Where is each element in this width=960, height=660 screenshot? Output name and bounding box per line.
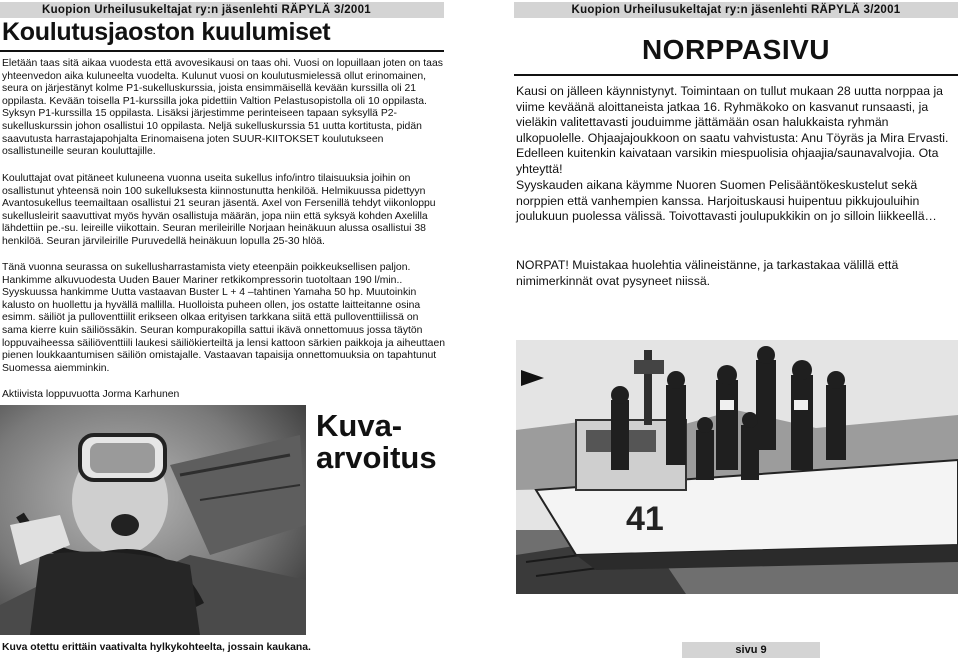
norppa-paragraph-2: Syyskauden aikana käymme Nuoren Suomen Pelisääntökeskustelut sekä norppien että vanhempien kanssa. Harjoituskausi huipentuu pikkujouluihin joulukuun puolessa välissä. Toivottavasti joulupukkikin on jo silloin liikkeellä… bbox=[516, 178, 937, 224]
svg-text:41: 41 bbox=[626, 500, 664, 538]
article-title: Koulutusjaoston kuulumiset bbox=[2, 18, 331, 46]
page-number-box: sivu 9 bbox=[682, 642, 820, 658]
article-paragraph-3: Tänä vuonna seurassa on sukellusharrastamista viety eteenpäin poikkeuksellisen paljon. Hankimme alkuvuodesta Uuden Bauer Mariner retkikompressorin tuotoltaan 190 l/min.. Syyskuussa hankimme Uutta vastaavan Buster L + 4 –tahtinen Yamaha 50 hp. Muutoinkin kalusto on huollettu ja hyvällä mallilla. Huolloista puheen ollen, jos ostatte laitteitanne osina esimm. säiliöt ja pulloventtiilit erikseen olkaa erityisen tarkkana siitä että pulloventtiilissä on sama kierre kuin säiliössäkin. Seuran kompurakopilla sattui ikävä onnettomuus jossa täytön loppuvaiheessa säiliöventtiili laukesi säiliökierteiltä ja lensi kattoon särkien paikkoja ja aiheuttaen pienen loukkaantumisen säiliön omistajalle. Vastaavan tapaisija onnettomuuksia on tapahtunut Suomessa aiemminkin. bbox=[2, 262, 446, 374]
puzzle-heading bbox=[316, 410, 437, 474]
boat-photo bbox=[516, 340, 958, 594]
article-signature: Aktiivista loppuvuotta Jorma Karhunen bbox=[2, 389, 180, 400]
article-paragraph-1: Eletään taas sitä aikaa vuodesta että avovesikausi on taas ohi. Vuosi on lopuillaan joten on taas yhteenvedon aika kuluneelta vuodelta. Kulunut vuosi on koulutusmielessä ollut erinomainen, seura on järjestänyt kolme P1-sukelluskurssia, joista ensimmäisellä kevään kurssilla oli 21 oppilasta. Kevään toisella P1-kurssilla joka pidettiin Valtion Pelastusopistolla oli 10 oppilasta. Syksyn P1-kurssilla 15 oppilasta. Lisäksi järjestimme perinteiseen tapaan syksyllä P2-sukelluskurssin johon osallistui 10 oppilasta. Neljä sukelluskurssia 51 uutta kortitusta, pidän saavutusta harrastajapohjalta Erinomaisena joten SUUR-KIITOKSET koulutukseen osallistuneille seuran kouluttajille. bbox=[2, 58, 443, 158]
article-paragraph-2: Kouluttajat ovat pitäneet kuluneena vuonna useita sukellus info/intro tilaisuuksia joihin on osallistunut yhteensä noin 100 sukelluksesta kiinnostunutta henkilöä. Helmikuussa pidettyyn Avantosukellus teemailtaan osallistui 21 seuran jäsentä. Axel von Fersenillä tehdyt viikonloppu sukellusleirit saavuttivat myös hyvän osallistuja määrän, jopa niin että syksyä kohden Axelilla lähdettiin pe.-su. leireille viikottain. Seuran merileirille Norjaan heinäkuun alussa osallistui 38 henkilöä. Seuran järvileirille Puruvedellä heinäkuun lopulla 25-30 hlöä. bbox=[2, 173, 436, 247]
puzzle-heading-line1: Kuva- bbox=[316, 408, 403, 443]
photo-caption: Kuva otettu erittäin vaativalta hylkykohteelta, jossain kaukana. bbox=[2, 642, 311, 653]
norppa-title-underline bbox=[514, 74, 958, 76]
right-header-band: Kuopion Urheilusukeltajat ry:n jäsenlehti RÄPYLÄ 3/2001 bbox=[514, 2, 958, 18]
title-underline bbox=[0, 50, 444, 52]
puzzle-heading-line2: arvoitus bbox=[316, 440, 437, 475]
norppa-paragraph-1: Kausi on jälleen käynnistynyt. Toimintaan on tullut mukaan 28 uutta norppaa ja viime keväänä aloittaneista jatkaa 16. Ryhmäkoko on kasvanut runsaasti, ja vieläkin valitettavasti jouduimme jättämään osan halukkaista ryhmän ulkopuolelle. Ohjaajajoukkoon on saatu vahvistusta: Anu Töyräs ja Mira Ervasti. Edelleen kuitenkin kaivataan varsikin miespuolisia ohjaajia/saunavalvojia. Ota yhteyttä! bbox=[516, 84, 949, 176]
boat-photo-illustration bbox=[516, 340, 958, 594]
norppa-paragraph-3: NORPAT! Muistakaa huolehtia välineistänne, ja tarkastakaa välillä että nimimerkinnät ovat pysyneet niissä. bbox=[516, 258, 899, 288]
diver-photo-illustration bbox=[0, 405, 306, 635]
diver-photo bbox=[0, 405, 306, 635]
left-header-band: Kuopion Urheilusukeltajat ry:n jäsenlehti RÄPYLÄ 3/2001 bbox=[0, 2, 444, 18]
norppa-title: NORPPASIVU bbox=[641, 34, 831, 65]
